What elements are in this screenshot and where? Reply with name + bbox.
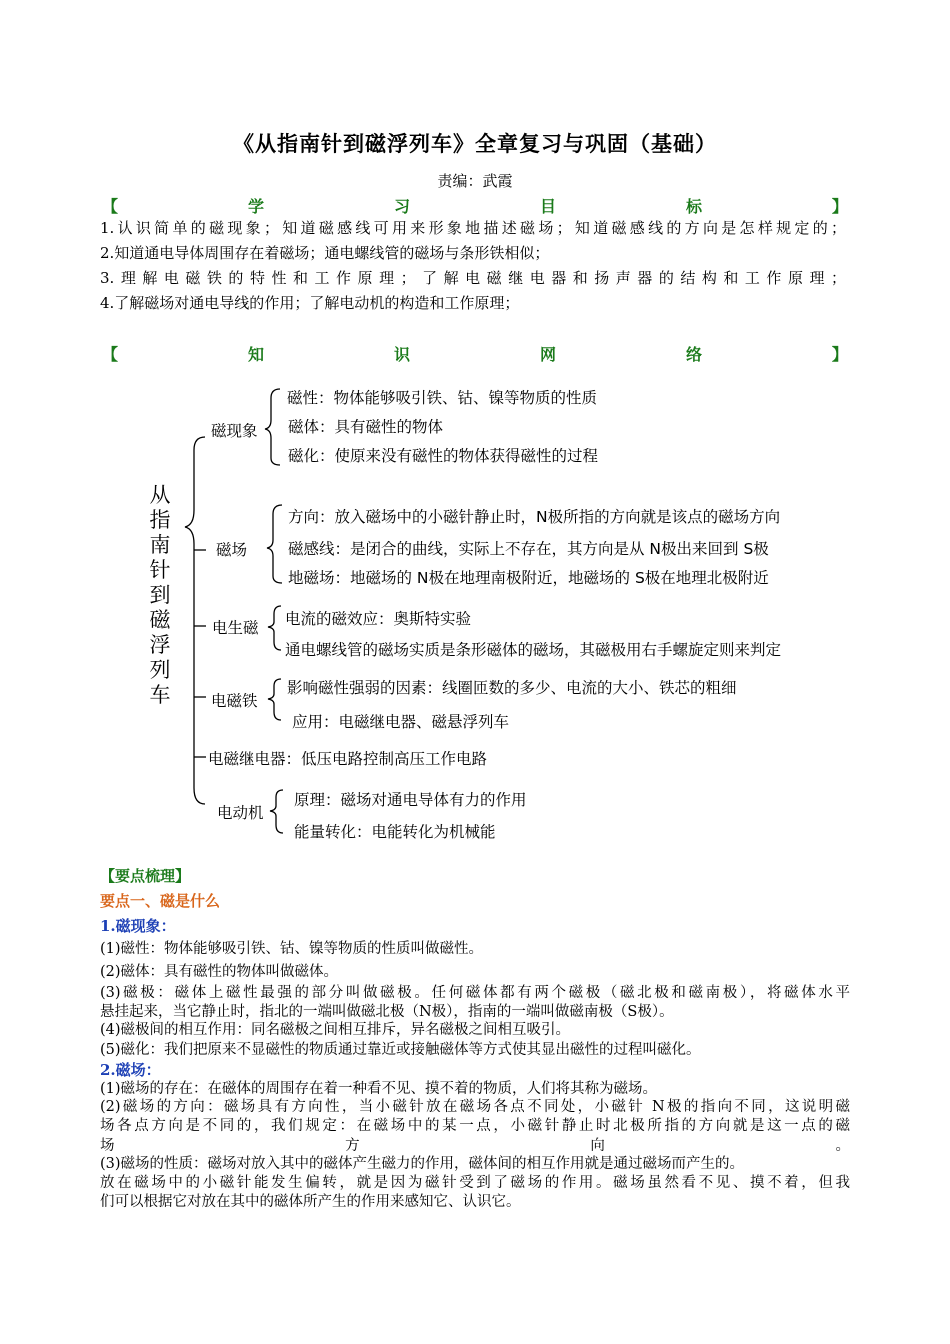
b1-brace (265, 389, 280, 465)
branch-item: 磁感线：是闭合的曲线，实际上不存在，其方向是从 N极出来回到 S极 (288, 540, 769, 558)
banner-char: 习 (393, 197, 410, 216)
banner-char: 识 (393, 345, 410, 364)
banner-char: 【 (102, 197, 119, 216)
banner-char: 网 (539, 345, 556, 364)
banner-char: 】 (831, 197, 848, 216)
mindmap-root: 从 指 南 针 到 磁 浮 列 车 (149, 483, 171, 707)
banner-char: 知 (247, 345, 264, 364)
section-heading: 要点一、磁是什么 (100, 892, 221, 910)
b3-brace (268, 606, 281, 650)
branch-item: 方向：放入磁场中的小磁针静止时，N极所指的方向就是该点的磁场方向 (288, 508, 781, 526)
branch-label: 电动机 (217, 804, 264, 822)
branch-label: 磁场 (216, 541, 248, 559)
banner-char: 学 (247, 197, 264, 216)
banner-char: 络 (685, 345, 702, 364)
banner-char: 目 (539, 197, 556, 216)
paragraph-line: (1)磁性：物体能够吸引铁、钴、镍等物质的性质叫做磁性。 (100, 941, 484, 957)
subsection-heading: 2.磁场： (100, 1061, 161, 1079)
paragraph-line: (3)磁极：磁体上磁性最强的部分叫做磁极。任何磁体都有两个磁极（磁北极和磁南极），将磁体水平 (100, 985, 850, 1001)
branch-item: 能量转化：电能转化为机械能 (294, 823, 496, 841)
paragraph-line-split: 场 方 向 。 (100, 1138, 850, 1154)
root-brace (185, 437, 205, 804)
branch-item: 应用：电磁继电器、磁悬浮列车 (292, 713, 510, 731)
paragraph-line: (5)磁化：我们把原来不显磁性的物质通过靠近或接触磁体等方式使其显出磁性的过程叫磁化。 (100, 1042, 701, 1058)
b2-brace (267, 505, 282, 583)
branch-item: 通电螺线管的磁场实质是条形磁体的磁场，其磁极用右手螺旋定则来判定 (285, 641, 782, 659)
branch-label: 电磁继电器：低压电路控制高压工作电路 (208, 750, 488, 768)
b4-brace (268, 679, 281, 720)
paragraph-line: 放在磁场中的小磁针能发生偏转，就是因为磁针受到了磁场的作用。磁场虽然看不见、摸不着，但我 (100, 1175, 850, 1191)
goal-item: 1.认识简单的磁现象；知道磁感线可用来形象地描述磁场；知道磁感线的方向是怎样规定的； (100, 219, 846, 237)
paragraph-line: 悬挂起来，当它静止时，指北的一端叫做磁北极（N极），指南的一端叫做磁南极（S极）。 (100, 1004, 674, 1020)
branch-item: 地磁场：地磁场的 N极在地理南极附近，地磁场的 S极在地理北极附近 (288, 569, 769, 587)
subsection-heading: 1.磁现象： (100, 917, 176, 935)
branch-item: 磁性：物体能够吸引铁、钴、镍等物质的性质 (287, 389, 598, 407)
paragraph-line: 们可以根据它对放在其中的磁体所产生的作用来感知它、认识它。 (100, 1194, 521, 1210)
goal-item: 2.知道通电导体周围存在着磁场；通电螺线管的磁场与条形铁相似； (100, 244, 550, 262)
paragraph-line: 场各点方向是不同的，我们规定：在磁场中的某一点，小磁针静止时北极所指的方向就是这一点的磁 (100, 1118, 850, 1134)
author-line: 责编：武霞 (437, 172, 513, 190)
branch-item: 原理：磁场对通电导体有力的作用 (294, 791, 527, 809)
banner-char: 标 (685, 197, 702, 216)
branch-item: 磁化：使原来没有磁性的物体获得磁性的过程 (288, 447, 599, 465)
page-title: 《从指南针到磁浮列车》全章复习与巩固（基础） (233, 131, 717, 156)
paragraph-line: (2)磁体：具有磁性的物体叫做磁体。 (100, 964, 339, 980)
paragraph-line: (1)磁场的存在：在磁体的周围存在着一种看不见、摸不着的物质，人们将其称为磁场。 (100, 1081, 658, 1097)
branch-item: 电流的磁效应：奥斯特实验 (285, 610, 472, 628)
banner-char: 【 (102, 345, 119, 364)
paragraph-line: (2)磁场的方向：磁场具有方向性，当小磁针放在磁场各点不同处，小磁针 N极的指向不同，这说明磁 (100, 1099, 850, 1115)
paragraph-line: (4)磁极间的相互作用：同名磁极之间相互排斥，异名磁极之间相互吸引。 (100, 1022, 571, 1038)
b6-brace (270, 790, 283, 833)
branch-label: 电生磁 (212, 619, 259, 637)
points-heading: 【要点梳理】 (100, 867, 191, 885)
branch-item: 影响磁性强弱的因素：线圈匝数的多少、电流的大小、铁芯的粗细 (287, 679, 737, 697)
branch-label: 电磁铁 (211, 692, 258, 710)
banner-char: 】 (831, 345, 848, 364)
goal-item: 3.理解电磁铁的特性和工作原理；了解电磁继电器和扬声器的结构和工作原理； (100, 269, 846, 287)
goal-item: 4.了解磁场对通电导线的作用；了解电动机的构造和工作原理； (100, 294, 520, 312)
branch-item: 磁体：具有磁性的物体 (288, 418, 444, 436)
paragraph-line: (3)磁场的性质：磁场对放入其中的磁体产生磁力的作用，磁体间的相互作用就是通过磁场而产生的。 (100, 1156, 745, 1172)
branch-label: 磁现象 (211, 422, 258, 440)
